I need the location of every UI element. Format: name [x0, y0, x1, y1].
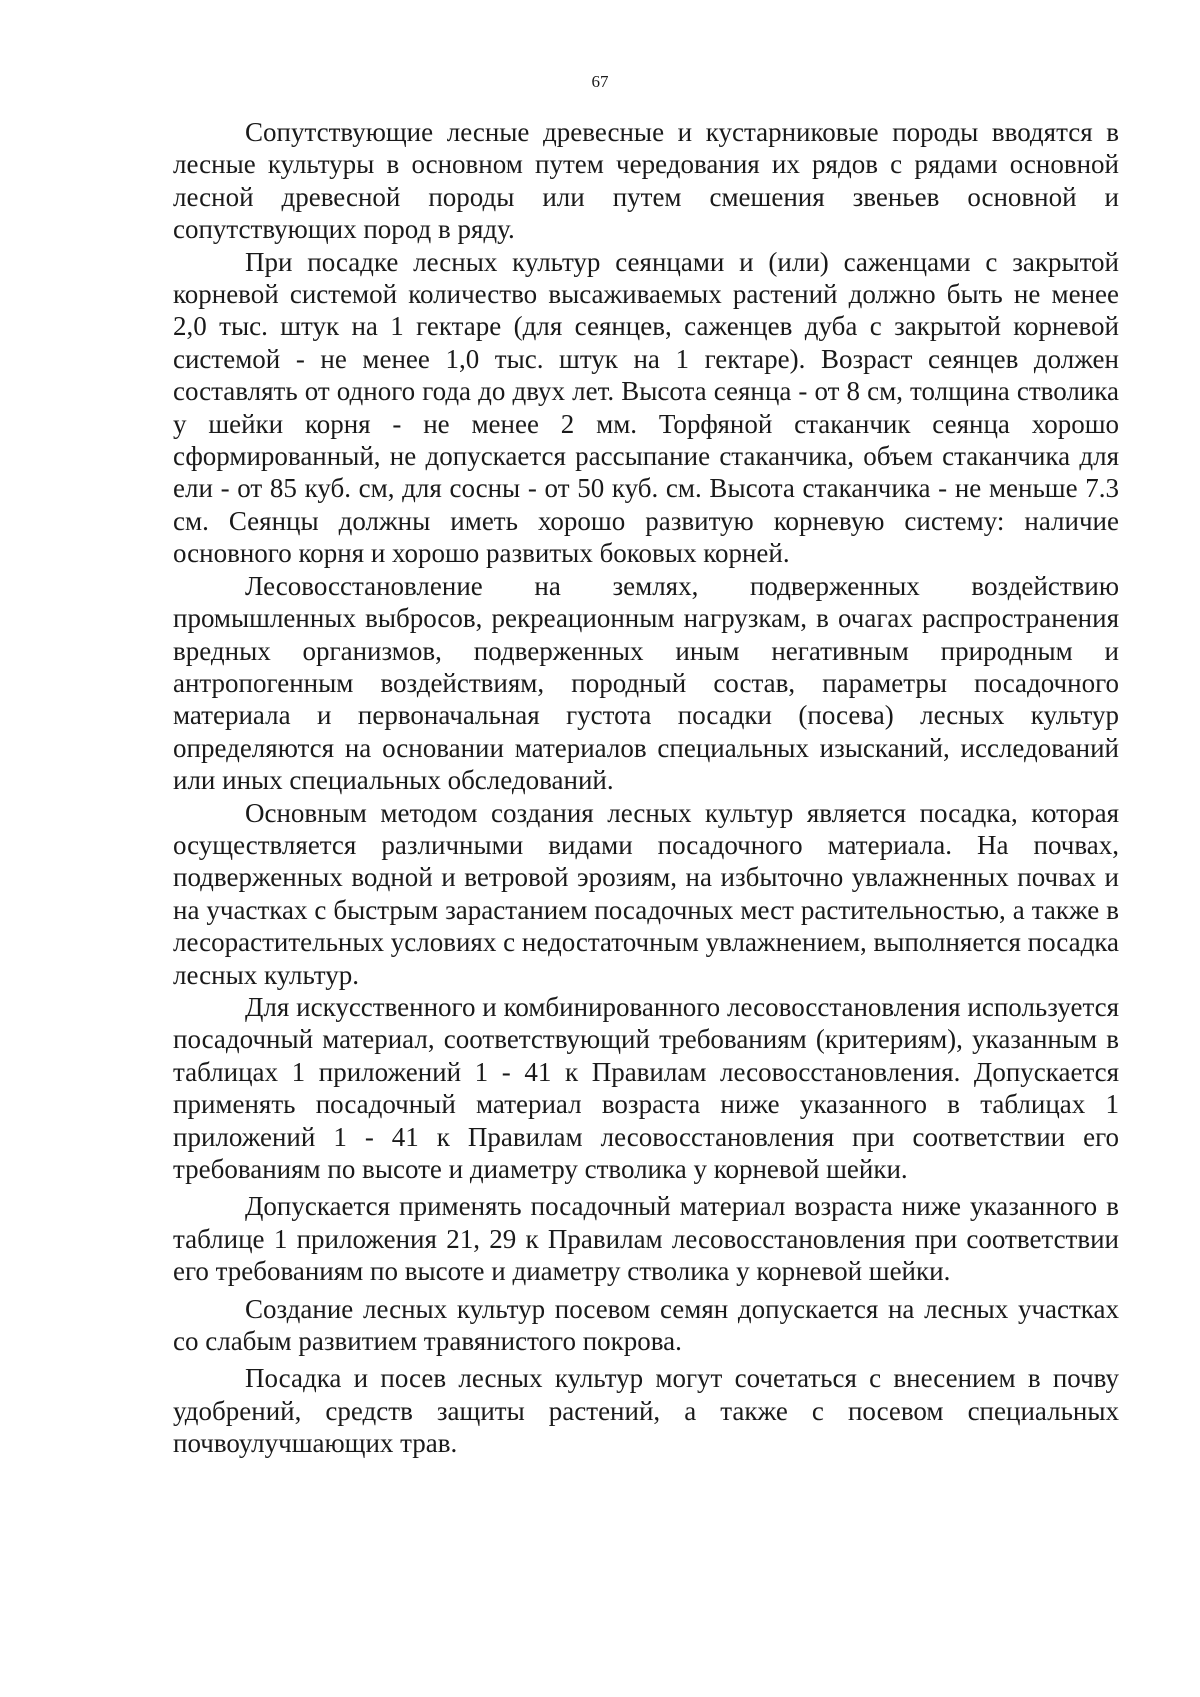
paragraph-fertilizers: Посадка и посев лесных культур могут сочетаться с внесением в почву удобрений, средств защиты растений, а также с посевом специальных почвоулучшающих трав. [173, 1363, 1119, 1459]
paragraph-reforestation-impacted-lands: Лесовосстановление на землях, подверженных воздействию промышленных выбросов, рекреационным нагрузкам, в очагах распространения вредных организмов, подверженных иным негативным природным и антропогенным воздействиям, породный состав, параметры посадочного материала и первоначальная густота посадки (посева) лесных культур определяются на основании материалов специальных изысканий, исследований или иных специальных обследований. [173, 570, 1119, 796]
document-body [173, 116, 1119, 1460]
paragraph-planting-material-requirements: Для искусственного и комбинированного лесовосстановления используется посадочный материал, соответствующий требованиям (критериям), указанным в таблицах 1 приложений 1 - 41 к Правилам лесовосстановления. Допускается применять посадочный материал возраста ниже указанного в таблицах 1 приложений 1 - 41 к Правилам лесовосстановления при соответствии его требованиям по высоте и диаметру стволика у корневой шейки. [173, 991, 1119, 1184]
paragraph-seedlings-closed-root: При посадке лесных культур сеянцами и (или) саженцами с закрытой корневой системой количество высаживаемых растений должно быть не менее 2,0 тыс. штук на 1 гектаре (для сеянцев, саженцев дуба с закрытой корневой системой - не менее 1,0 тыс. штук на 1 гектаре). Возраст сеянцев должен составлять от одного года до двух лет. Высота сеянца - от 8 см, толщина стволика у шейки корня - не менее 2 мм. Торфяной стаканчик сеянца хорошо сформированный, не допускается рассыпание стаканчика, объем стаканчика для ели - от 85 куб. см, для сосны - от 50 куб. см. Высота стаканчика - не меньше 7.3 см. Сеянцы должны иметь хорошо развитую корневую систему: наличие основного корня и хорошо развитых боковых корней. [173, 246, 1119, 569]
page-number: 67 [591, 72, 609, 91]
paragraph-companion-species: Сопутствующие лесные древесные и кустарниковые породы вводятся в лесные культуры в основном путем чередования их рядов с рядами основной лесной древесной породы или путем смешения звеньев основной и сопутствующих пород в ряду. [173, 117, 1119, 245]
paragraph-seed-sowing: Создание лесных культур посевом семян допускается на лесных участках со слабым развитием травянистого покрова. [173, 1293, 1119, 1357]
paragraph-material-age-exception: Допускается применять посадочный материал возраста ниже указанного в таблице 1 приложения 21, 29 к Правилам лесовосстановления при соответствии его требованиям по высоте и диаметру стволика у корневой шейки. [173, 1191, 1119, 1287]
paragraph-planting-method: Основным методом создания лесных культур является посадка, которая осуществляется различными видами посадочного материала. На почвах, подверженных водной и ветровой эрозиям, на избыточно увлажненных почвах и на участках с быстрым зарастанием посадочных мест растительностью, а также в лесорастительных условиях с недостаточным увлажнением, выполняется посадка лесных культур. [173, 797, 1119, 990]
